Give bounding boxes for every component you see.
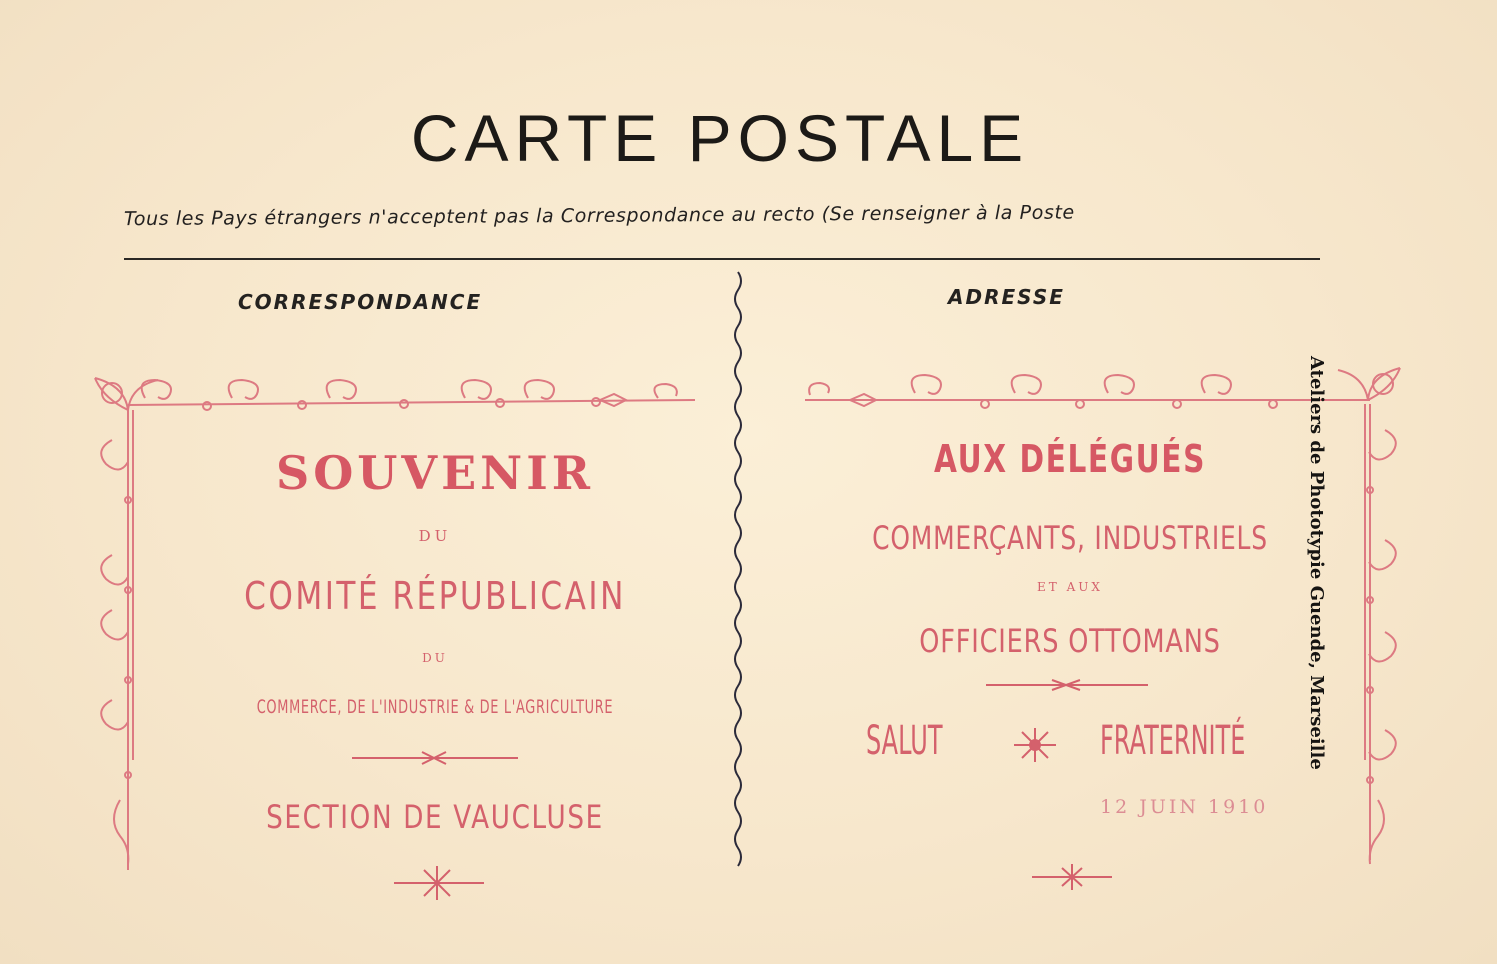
date-text: 12 JUIN 1910	[1100, 796, 1269, 818]
section-text: SECTION DE VAUCLUSE	[266, 798, 604, 836]
officiers-text: OFFICIERS OTTOMANS	[919, 622, 1221, 660]
correspondance-heading: CORRESPONDANCE	[238, 290, 483, 314]
du-text: DU	[422, 651, 448, 665]
comite-text: COMITÉ RÉPUBLICAIN	[244, 574, 626, 618]
wavy-divider	[735, 272, 741, 866]
header-rule	[124, 258, 1320, 260]
fraternite-text: FRATERNITÉ	[1100, 718, 1246, 764]
commerce-text: COMMERCE, DE L'INDUSTRIE & DE L'AGRICULTURE	[256, 696, 614, 718]
printer-credit: Ateliers de Phototypie Guende, Marseille	[1306, 356, 1327, 770]
salut-text: SALUT	[866, 718, 943, 764]
postal-notice: Tous les Pays étrangers n'acceptent pas la Correspondance au recto (Se renseigner à la Poste	[123, 201, 1075, 231]
souvenir-title: SOUVENIR	[276, 446, 594, 500]
card-title: CARTE POSTALE	[410, 101, 1030, 175]
et-aux-text: ET AUX	[1037, 580, 1103, 594]
commercants-text: COMMERÇANTS, INDUSTRIELS	[872, 519, 1268, 557]
du-text: DU	[418, 527, 452, 545]
adresse-heading: ADRESSE	[948, 285, 1065, 309]
delegues-title: AUX DÉLÉGUÉS	[934, 437, 1206, 481]
